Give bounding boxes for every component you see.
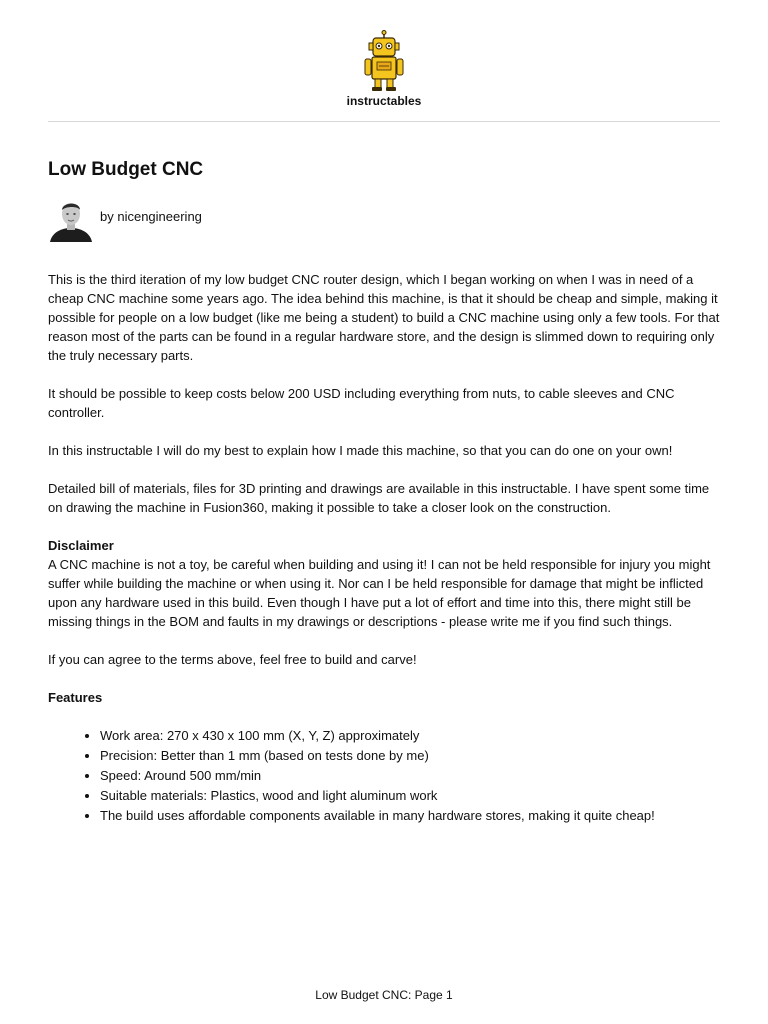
disclaimer-text: A CNC machine is not a toy, be careful when building and using it! I can not be held responsible for injury you might suffer while building the machine or when using it. Nor can I be held responsible for damage that might be inflicted upon any hardware used in this build. Even though I have put a lot of effort and time into this, there might still be missing things in the BOM and faults in my drawings or descriptions - please write me if you find such things. [48,557,711,629]
disclaimer-section [48,536,722,631]
explain-paragraph: In this instructable I will do my best to explain how I made this machine, so that you can do one on your own! [48,443,673,458]
header-divider [48,121,720,122]
author-byline[interactable]: by nicengineering [100,209,202,224]
list-item: • Suitable materials: Plastics, wood and light aluminum work [100,786,722,806]
list-item: • Work area: 270 x 430 x 100 mm (X, Y, Z) approximately [100,726,722,746]
agree-paragraph: If you can agree to the terms above, feel free to build and carve! [48,652,417,667]
brand-name[interactable]: instructables [346,94,422,108]
header [0,0,768,122]
features-list [48,726,722,826]
materials-paragraph: Detailed bill of materials, files for 3D printing and drawings are available in this instructable. I have spent some time on drawing the machine in Fusion360, making it possible to take a closer look on the construction. [48,481,710,515]
intro-paragraph: This is the third iteration of my low budget CNC router design, which I began working on when I was in need of a cheap CNC machine some years ago. The idea behind this machine, is that it should be cheap and simple, making it possible for people on a low budget (like me being a student) to build a CNC machine using only a few tools. For that reason most of the parts can be found in a regular hardware store, and the design is slimmed down to requiring only the truly necessary parts. [48,272,720,363]
author-avatar[interactable] [48,196,94,242]
list-item: • Precision: Better than 1 mm (based on tests done by me) [100,746,722,766]
features-heading: Features [48,690,103,705]
instructables-robot-icon[interactable] [360,30,408,92]
page-footer: Low Budget CNC: Page 1 [315,988,453,1002]
article-title: Low Budget CNC [48,159,204,180]
list-item: • Speed: Around 500 mm/min [100,766,722,786]
list-item: • The build uses affordable components available in many hardware stores, making it quite cheap! [100,806,722,826]
cost-paragraph: It should be possible to keep costs below 200 USD including everything from nuts, to cable sleeves and CNC controller. [48,386,675,420]
disclaimer-heading: Disclaimer [48,538,114,553]
article-body [48,270,722,826]
